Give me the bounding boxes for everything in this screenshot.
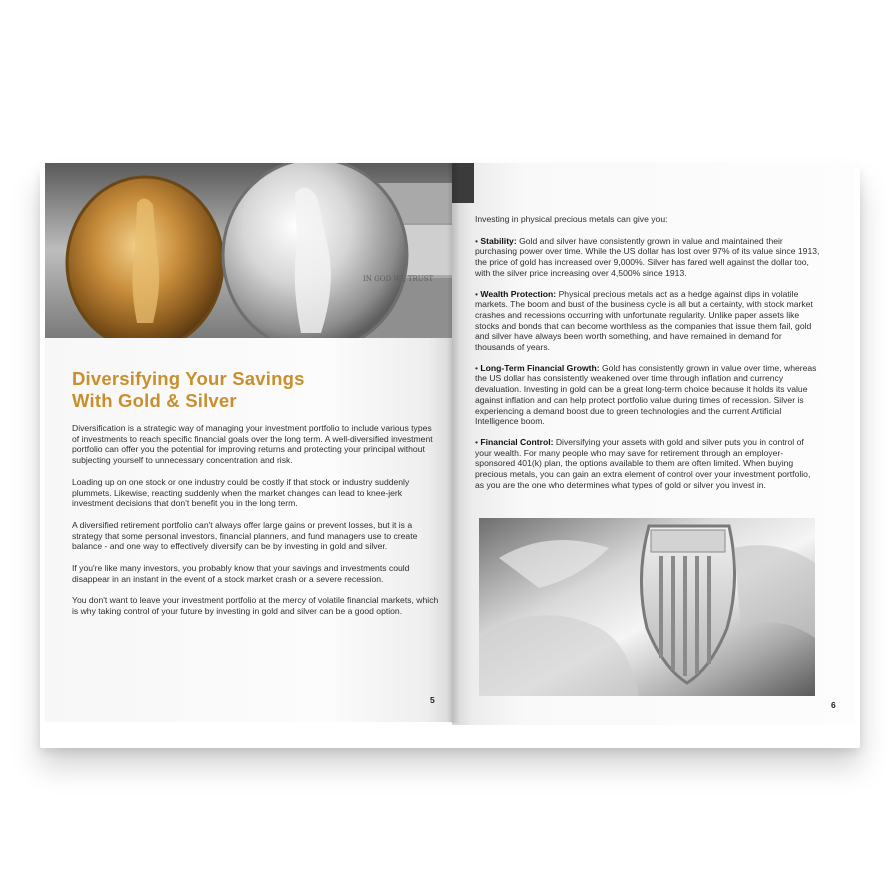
right-body-text bbox=[475, 214, 820, 500]
item-text: Gold has consistently grown in value over time, whereas the US dollar has consistently weakened over time through inflation and currency devaluation. Investing in gold can be a great long-term choice because it holds its value against inflation and can help protect portfolio value during times of recession. Silver is experiencing a demand boost due to green technologies and the current Artificial Intelligence boom. bbox=[475, 362, 817, 427]
item-text: Physical precious metals act as a hedge against dips in volatile markets. The boom and bust of the business cycle is all but a certainty, with stock market crashes and recessions occurring with unfortunate regularity. Unlike paper assets like stocks and bonds that can become worthless as the companies that issue them fail, gold and silver have always been worth something, and have remained in demand for thousands of years. bbox=[475, 288, 813, 353]
paragraph: Diversification is a strategic way of managing your investment portfolio to include various types of investments to reach specific financial goals over the long term. A well-diversified investment portfolio can offer you the potential for improving returns and protecting your principal without subjecting yourself to unnecessary concentration and risk. bbox=[72, 423, 433, 466]
item-text: Gold and silver have consistently grown in value and maintained their purchasing power over time. While the US dollar has lost over 97% of its value since 1913, the price of gold has increased over 9,000%. Silver has fared well against the dollar too, with the silver price increasing over 4,500% since 1913. bbox=[475, 235, 820, 278]
spine-gutter bbox=[447, 163, 459, 723]
silver-coin-closeup-photo bbox=[479, 518, 815, 696]
coin-motto: IN GOD WE TRUST bbox=[363, 275, 434, 283]
intro-text: Investing in physical precious metals can give you: bbox=[475, 214, 668, 224]
gold-silver-coins-photo bbox=[45, 163, 452, 338]
item-label: Stability: bbox=[480, 235, 517, 246]
item-label: Long-Term Financial Growth: bbox=[480, 362, 600, 373]
list-item: • Financial Control: Diversifying your assets with gold and silver puts you in control of your wealth. For many people who may save for retirement through an employer-sponsored 401(k) plan, the options available to them are often limited. When buying precious metals, you can gain an extra element of control over your investment portfolio, as you are the one who determines what types of gold or silver you invest in. bbox=[475, 436, 811, 490]
paragraph: A diversified retirement portfolio can't always offer large gains or prevent losses, but it is a strategy that some personal investors, financial planners, and fund managers use to create balance - and one way to effectively diversify can be by investing in gold and silver. bbox=[72, 519, 418, 552]
item-text: Diversifying your assets with gold and silver puts you in control of your wealth. For many people who may save for retirement through an employer-sponsored 401(k) plan, the options available to them are often limited. When buying precious metals, you can gain an extra element of control over your investment portfolio, as you are the one who determines what types of gold or silver you invest in. bbox=[475, 436, 811, 490]
left-body-text bbox=[72, 423, 440, 628]
paragraph: If you're like many investors, you probably know that your savings and investments could disappear in an instant in the event of a stock market crash or a severe recession. bbox=[72, 563, 410, 584]
list-item: • Long-Term Financial Growth: Gold has consistently grown in value over time, whereas the US dollar has consistently weakened over time through inflation and currency devaluation. Investing in gold can be a great long-term choice because it holds its value against inflation and can help protect portfolio value during times of recession. Silver is experiencing a demand boost due to green technologies and the current Artificial Intelligence boom. bbox=[475, 362, 817, 427]
title-line-1: Diversifying Your Savings bbox=[72, 368, 305, 389]
list-item: • Stability: Gold and silver have consistently grown in value and maintained their purchasing power over time. While the US dollar has lost over 97% of its value since 1913, the price of gold has increased over 9,000%. Silver has fared well against the dollar too, with the silver price increasing over 4,500% since 1913. bbox=[475, 235, 820, 278]
right-page bbox=[452, 163, 855, 725]
title-line-2: With Gold & Silver bbox=[72, 390, 237, 411]
page-number-right: 6 bbox=[831, 700, 836, 710]
paragraph: Loading up on one stock or one industry could be costly if that stock or industry suddenly plummets. Likewise, reacting suddenly when the market changes can lead to knee-jerk investment decisions that don't benefit you in the long term. bbox=[72, 476, 410, 509]
shield-coin-illustration bbox=[479, 518, 815, 696]
item-label: Financial Control: bbox=[480, 436, 554, 447]
page-title bbox=[72, 368, 402, 412]
page-number-left: 5 bbox=[430, 695, 435, 705]
left-page bbox=[45, 163, 452, 722]
coins-illustration bbox=[45, 163, 452, 338]
item-label: Wealth Protection: bbox=[480, 288, 557, 299]
list-item: • Wealth Protection: Physical precious metals act as a hedge against dips in volatile markets. The boom and bust of the business cycle is all but a certainty, with stock market crashes and recessions occurring with unfortunate regularity. Unlike paper assets like stocks and bonds that can become worthless as the companies that issue them fail, gold and silver have always been worth something, and have remained in demand for thousands of years. bbox=[475, 288, 813, 353]
paragraph: You don't want to leave your investment portfolio at the mercy of volatile financial markets, which is why taking control of your future by investing in gold and silver can be a good option. bbox=[72, 595, 439, 617]
